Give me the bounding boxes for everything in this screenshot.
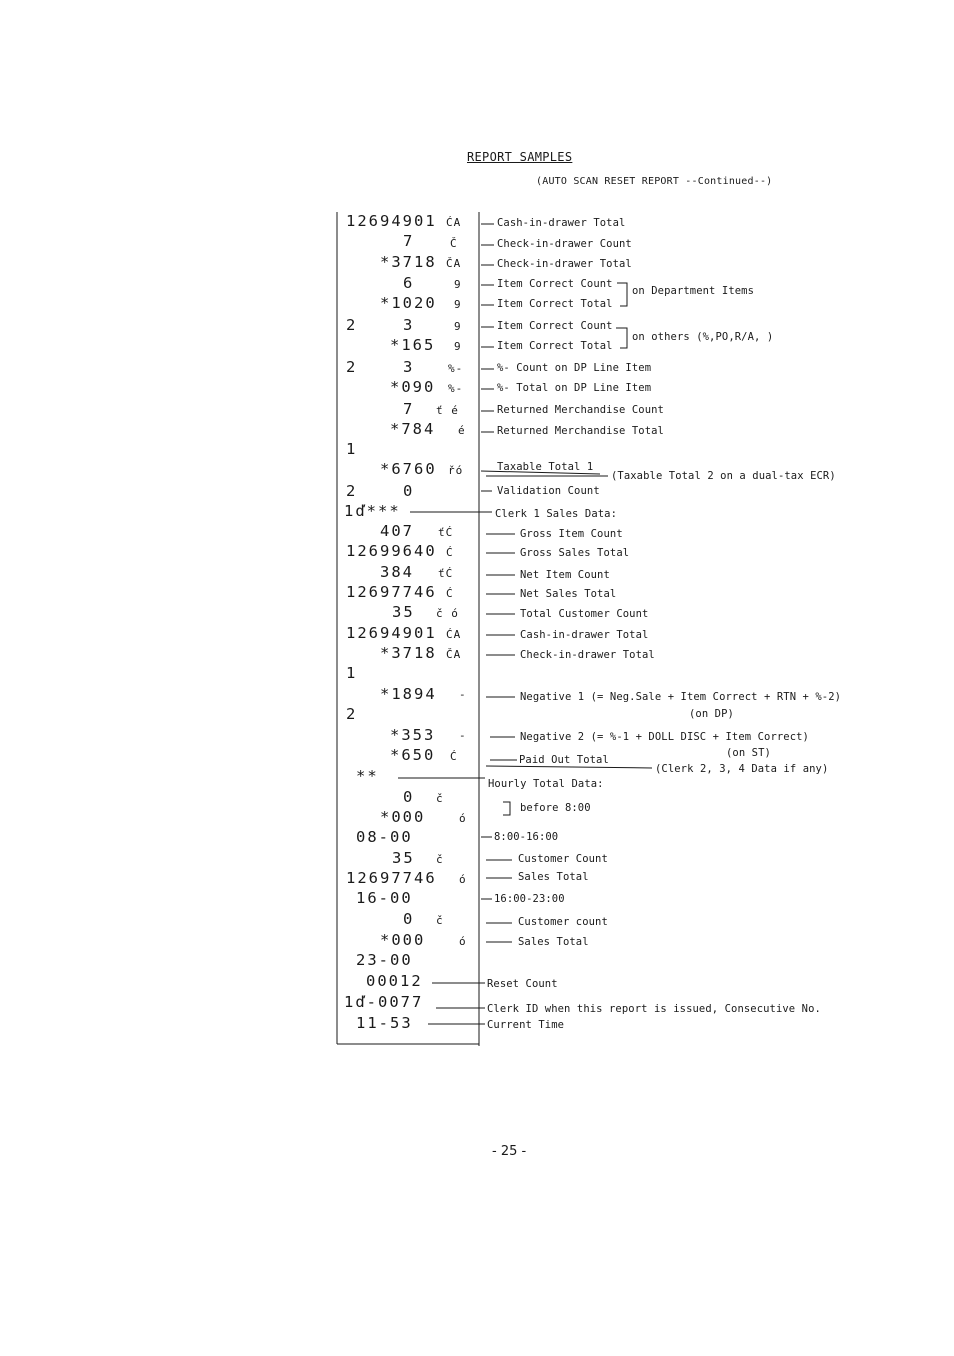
tape-line: 2 <box>346 358 358 376</box>
description: Check-in-drawer Total <box>497 258 632 270</box>
tape-symbol: ČА <box>446 257 462 270</box>
page-subtitle: (AUTO SCAN RESET REPORT --Continued--) <box>536 176 773 187</box>
tape-symbol: č ó <box>436 607 459 620</box>
tape-symbol: č <box>436 914 444 927</box>
description: Validation Count <box>497 485 600 497</box>
tape-symbol: - <box>459 688 467 701</box>
description: Check-in-drawer Count <box>497 238 632 250</box>
description: 16:00-23:00 <box>494 893 565 905</box>
tape-line: 35 <box>392 603 415 621</box>
description: Item Correct Total <box>497 298 613 310</box>
description: Negative 2 (= %-1 + DOLL DISC + Item Correct) <box>520 731 809 743</box>
tape-line: ** <box>356 767 379 785</box>
tape-symbol: 9 <box>454 320 462 333</box>
description: Customer count <box>518 916 608 928</box>
tape-symbol: řó <box>448 464 464 477</box>
tape-line: 23-00 <box>356 951 413 969</box>
tape-symbol: ťĆ <box>438 567 454 580</box>
tape-line: 12697746 <box>346 869 437 887</box>
tape-symbol: ĆА <box>446 628 462 641</box>
tape-symbol: č <box>436 792 444 805</box>
tape-line: 407 <box>380 522 414 540</box>
tape-line: *353 <box>390 726 436 744</box>
tape-line: *784 <box>390 420 436 438</box>
tape-symbol: ťĆ <box>438 526 454 539</box>
description: Negative 1 (= Neg.Sale + Item Correct + RTN + %-2) <box>520 691 842 703</box>
tape-line: 12694901 <box>346 624 437 642</box>
tape-line: 0 <box>403 910 415 928</box>
description: on others (%,PO,R/A, ) <box>632 331 774 343</box>
tape-symbol: 9 <box>454 340 462 353</box>
tape-line: 7 <box>403 400 415 418</box>
tape-symbol: ó <box>459 873 467 886</box>
description: Item Correct Count <box>497 320 613 332</box>
tape-line: 2 <box>346 482 358 500</box>
tape-line: 3 <box>403 316 415 334</box>
tape-symbol: č <box>436 853 444 866</box>
tape-symbol: Ć <box>446 587 454 600</box>
description: Item Correct Count <box>497 278 613 290</box>
description: Reset Count <box>487 978 558 990</box>
description: %- Count on DP Line Item <box>497 362 652 374</box>
description: (on ST) <box>726 747 771 759</box>
tape-line: 12694901 <box>346 212 437 230</box>
tape-line: *6760 <box>380 460 437 478</box>
description: Clerk ID when this report is issued, Consecutive No. <box>487 1003 821 1015</box>
tape-line: *000 <box>380 931 426 949</box>
description: Total Customer Count <box>520 608 649 620</box>
tape-symbol: ó <box>459 812 467 825</box>
description: Gross Item Count <box>520 528 623 540</box>
description: (on DP) <box>689 708 734 720</box>
description: (Clerk 2, 3, 4 Data if any) <box>655 763 829 775</box>
tape-line: 0 <box>403 482 415 500</box>
description: Cash-in-drawer Total <box>497 217 626 229</box>
tape-line: 1ď-0077 <box>344 993 424 1011</box>
description: Net Sales Total <box>520 588 617 600</box>
tape-line: 6 <box>403 274 415 292</box>
description: Check-in-drawer Total <box>520 649 655 661</box>
description: Clerk 1 Sales Data: <box>495 508 618 520</box>
tape-line: 3 <box>403 358 415 376</box>
tape-line: 08-00 <box>356 828 413 846</box>
tape-line: 16-00 <box>356 889 413 907</box>
tape-line: 11-53 <box>356 1014 413 1032</box>
description: Net Item Count <box>520 569 610 581</box>
description: (Taxable Total 2 on a dual-tax ECR) <box>611 470 836 482</box>
description: Item Correct Total <box>497 340 613 352</box>
tape-line: *090 <box>390 378 436 396</box>
description: Taxable Total 1 <box>497 461 594 473</box>
description: Sales Total <box>518 936 589 948</box>
tape-line: 384 <box>380 563 414 581</box>
tape-line: 00012 <box>366 972 423 990</box>
description: %- Total on DP Line Item <box>497 382 652 394</box>
tape-line: 1ď*** <box>344 502 401 520</box>
description: Sales Total <box>518 871 589 883</box>
tape-symbol: 9 <box>454 298 462 311</box>
description: Hourly Total Data: <box>488 778 604 790</box>
description: Paid Out Total <box>519 754 609 766</box>
tape-line: 1 <box>346 440 358 458</box>
tape-line: 12699640 <box>346 542 437 560</box>
tape-symbol: 9 <box>454 278 462 291</box>
tape-line: *3718 <box>380 253 437 271</box>
tape-symbol: ó <box>459 935 467 948</box>
description: 8:00-16:00 <box>494 831 559 843</box>
tape-symbol: %- <box>448 362 464 375</box>
tape-symbol: ĆА <box>446 216 462 229</box>
description: Returned Merchandise Count <box>497 404 664 416</box>
tape-line: 1 <box>346 664 358 682</box>
tape-line: *1020 <box>380 294 437 312</box>
tape-line: *650 <box>390 746 436 764</box>
tape-line: 35 <box>392 849 415 867</box>
tape-symbol: ČА <box>446 648 462 661</box>
tape-symbol: Č <box>450 237 458 250</box>
description: Returned Merchandise Total <box>497 425 664 437</box>
tape-symbol: %- <box>448 382 464 395</box>
tape-symbol: - <box>459 729 467 742</box>
tape-symbol: Ć <box>450 750 458 763</box>
tape-line: 0 <box>403 788 415 806</box>
tape-line: 7 <box>403 232 415 250</box>
tape-symbol: é <box>458 424 466 437</box>
page-number: - 25 - <box>492 1144 527 1159</box>
tape-symbol: Ć <box>446 546 454 559</box>
tape-line: 2 <box>346 705 358 723</box>
description: Customer Count <box>518 853 608 865</box>
tape-line: *000 <box>380 808 426 826</box>
description: Cash-in-drawer Total <box>520 629 649 641</box>
tape-line: 2 <box>346 316 358 334</box>
description: Current Time <box>487 1019 565 1031</box>
tape-line: *165 <box>390 336 436 354</box>
tape-line: *3718 <box>380 644 437 662</box>
page-title: REPORT SAMPLES <box>467 150 573 164</box>
tape-symbol: ť é <box>436 404 459 417</box>
description: Gross Sales Total <box>520 547 630 559</box>
description: before 8:00 <box>520 802 591 814</box>
description: on Department Items <box>632 285 755 297</box>
tape-line: 12697746 <box>346 583 437 601</box>
tape-line: *1894 <box>380 685 437 703</box>
